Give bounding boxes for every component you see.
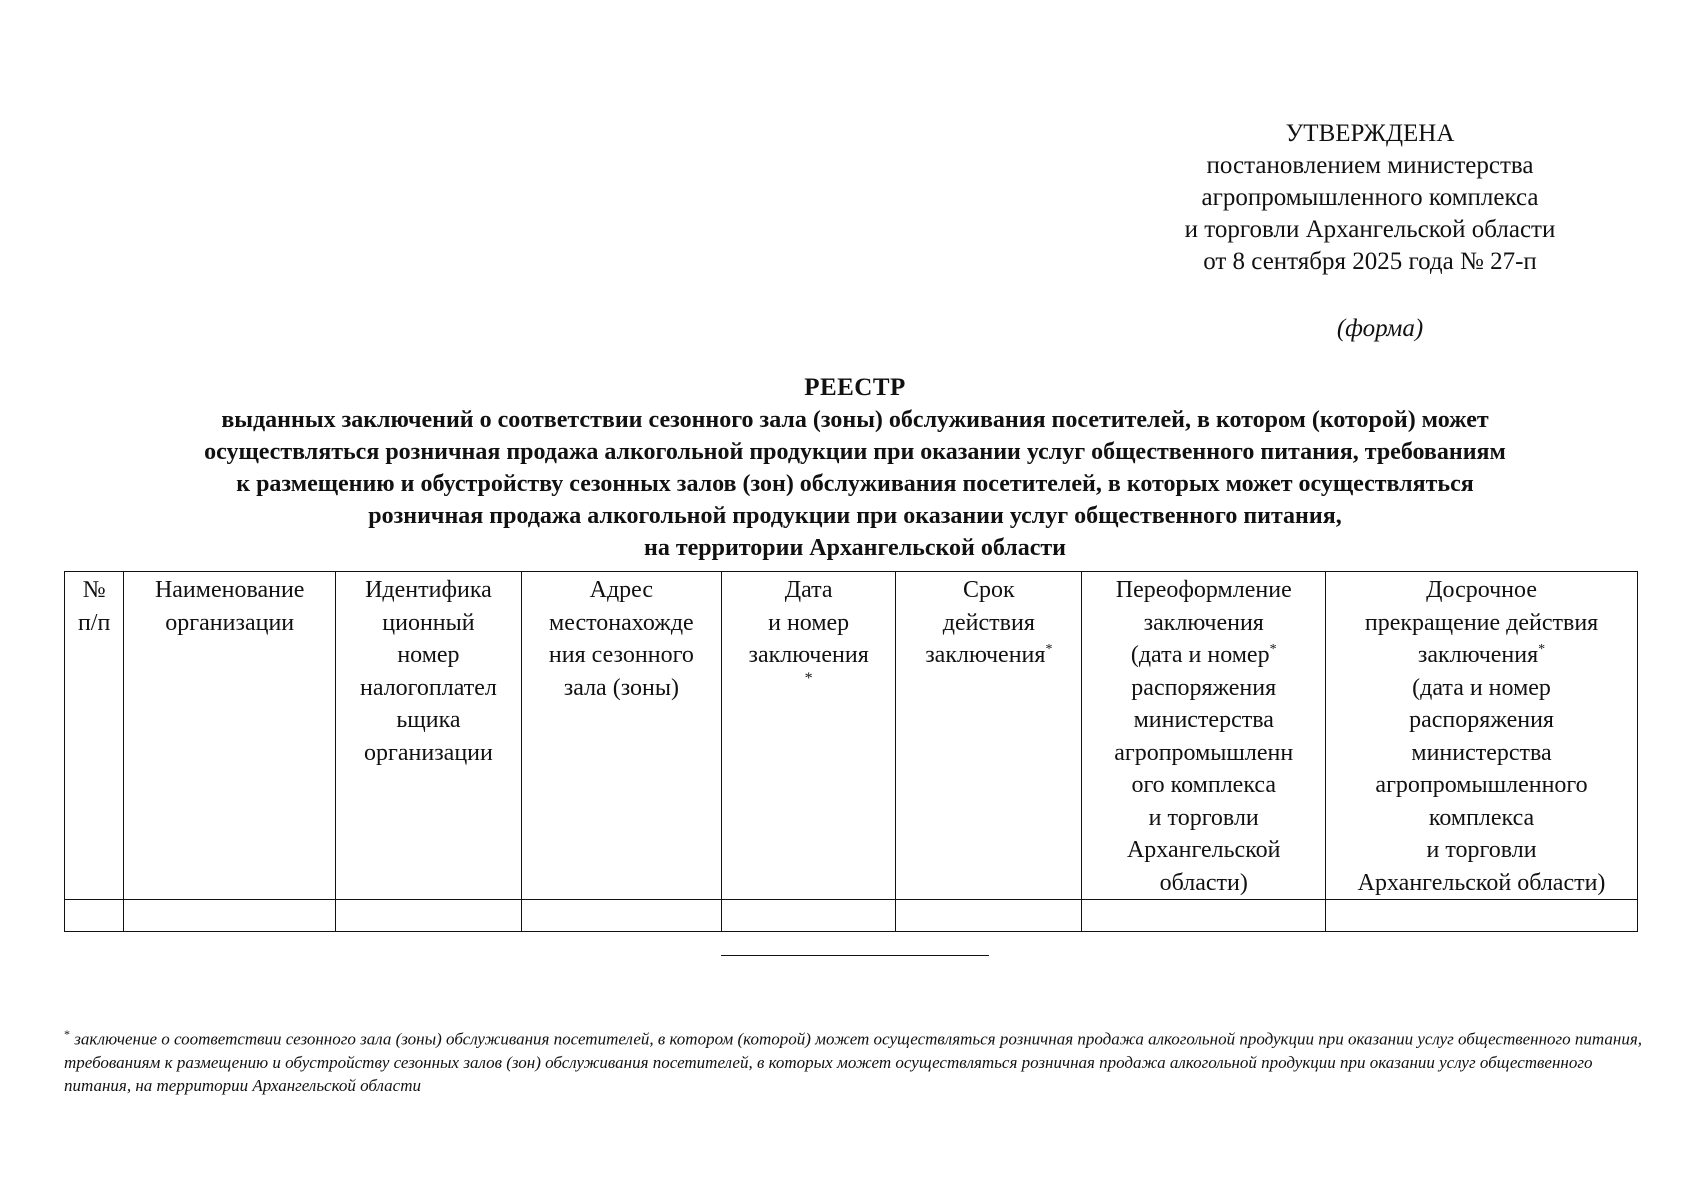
title-line: к размещению и обустройству сезонных залов (зон) обслуживания посетителей, в которых может осуществляться	[236, 471, 1474, 497]
footnote-marker: *	[1269, 642, 1277, 657]
table-cell	[124, 900, 336, 932]
table-cell	[521, 900, 721, 932]
approval-line: постановлением министерства	[1206, 152, 1534, 179]
table-cell	[896, 900, 1082, 932]
table-cell	[1082, 900, 1326, 932]
column-header-organization: Наименование организации	[124, 572, 336, 900]
column-header-inn: Идентифика ционный номер налогоплател ьщика организации	[336, 572, 522, 900]
table-cell	[1326, 900, 1638, 932]
table-cell	[336, 900, 522, 932]
column-header-date-number: Дата и номер заключения *	[721, 572, 895, 900]
separator-line	[721, 955, 989, 956]
footnote-marker: *	[64, 1027, 70, 1041]
table-row	[65, 900, 1638, 932]
title-line: выданных заключений о соответствии сезонного зала (зоны) обслуживания посетителей, в котором (которой) может	[221, 407, 1489, 433]
column-header-early-termination: Досрочное прекращение действия заключения* (дата и номер распоряжения министерства агропромышленного комплекса и торговли Архангельской области)	[1326, 572, 1638, 900]
footnote-text: заключение о соответствии сезонного зала (зоны) обслуживания посетителей, в котором (которой) может осуществляться розничная продажа алкогольной продукции при оказании услуг общественного питания, требованиям к размещению и обустройству сезонных залов (зон) обслуживания посетителей, в которых может осуществляться розничная продажа алкогольной продукции при оказании услуг общественного питания, на территории Архангельской области	[64, 1029, 1643, 1095]
approval-heading: УТВЕРЖДЕНА	[1285, 120, 1455, 147]
approval-line: и торговли Архангельской области	[1184, 216, 1556, 243]
column-header-address: Адрес местонахожде ния сезонного зала (зоны)	[521, 572, 721, 900]
column-header-number: № п/п	[65, 572, 124, 900]
footnote-marker: *	[804, 669, 813, 687]
document-title	[60, 372, 1650, 564]
title-line: розничная продажа алкогольной продукции при оказании услуг общественного питания,	[368, 503, 1342, 529]
registry-table	[64, 571, 1638, 932]
table-cell	[721, 900, 895, 932]
approval-stamp	[1090, 118, 1650, 278]
title-line: осуществляться розничная продажа алкогольной продукции при оказании услуг общественного питания, требованиям	[204, 439, 1506, 465]
approval-line: от 8 сентября 2025 года № 27-п	[1203, 248, 1537, 275]
footnote-marker: *	[1045, 642, 1053, 657]
table-cell	[65, 900, 124, 932]
footnote-marker: *	[1538, 642, 1546, 657]
title-line: на территории Архангельской области	[644, 535, 1066, 561]
footnote	[64, 1023, 1644, 1097]
form-label: (форма)	[1336, 315, 1424, 342]
column-header-validity: Срок действия заключения*	[896, 572, 1082, 900]
title-heading: РЕЕСТР	[804, 374, 906, 401]
column-header-reissue: Переоформление заключения (дата и номер* распоряжения министерства агропромышленн ого комплекса и торговли Архангельской области)	[1082, 572, 1326, 900]
approval-line: агропромышленного комплекса	[1201, 184, 1539, 211]
table-header-row	[65, 572, 1638, 900]
